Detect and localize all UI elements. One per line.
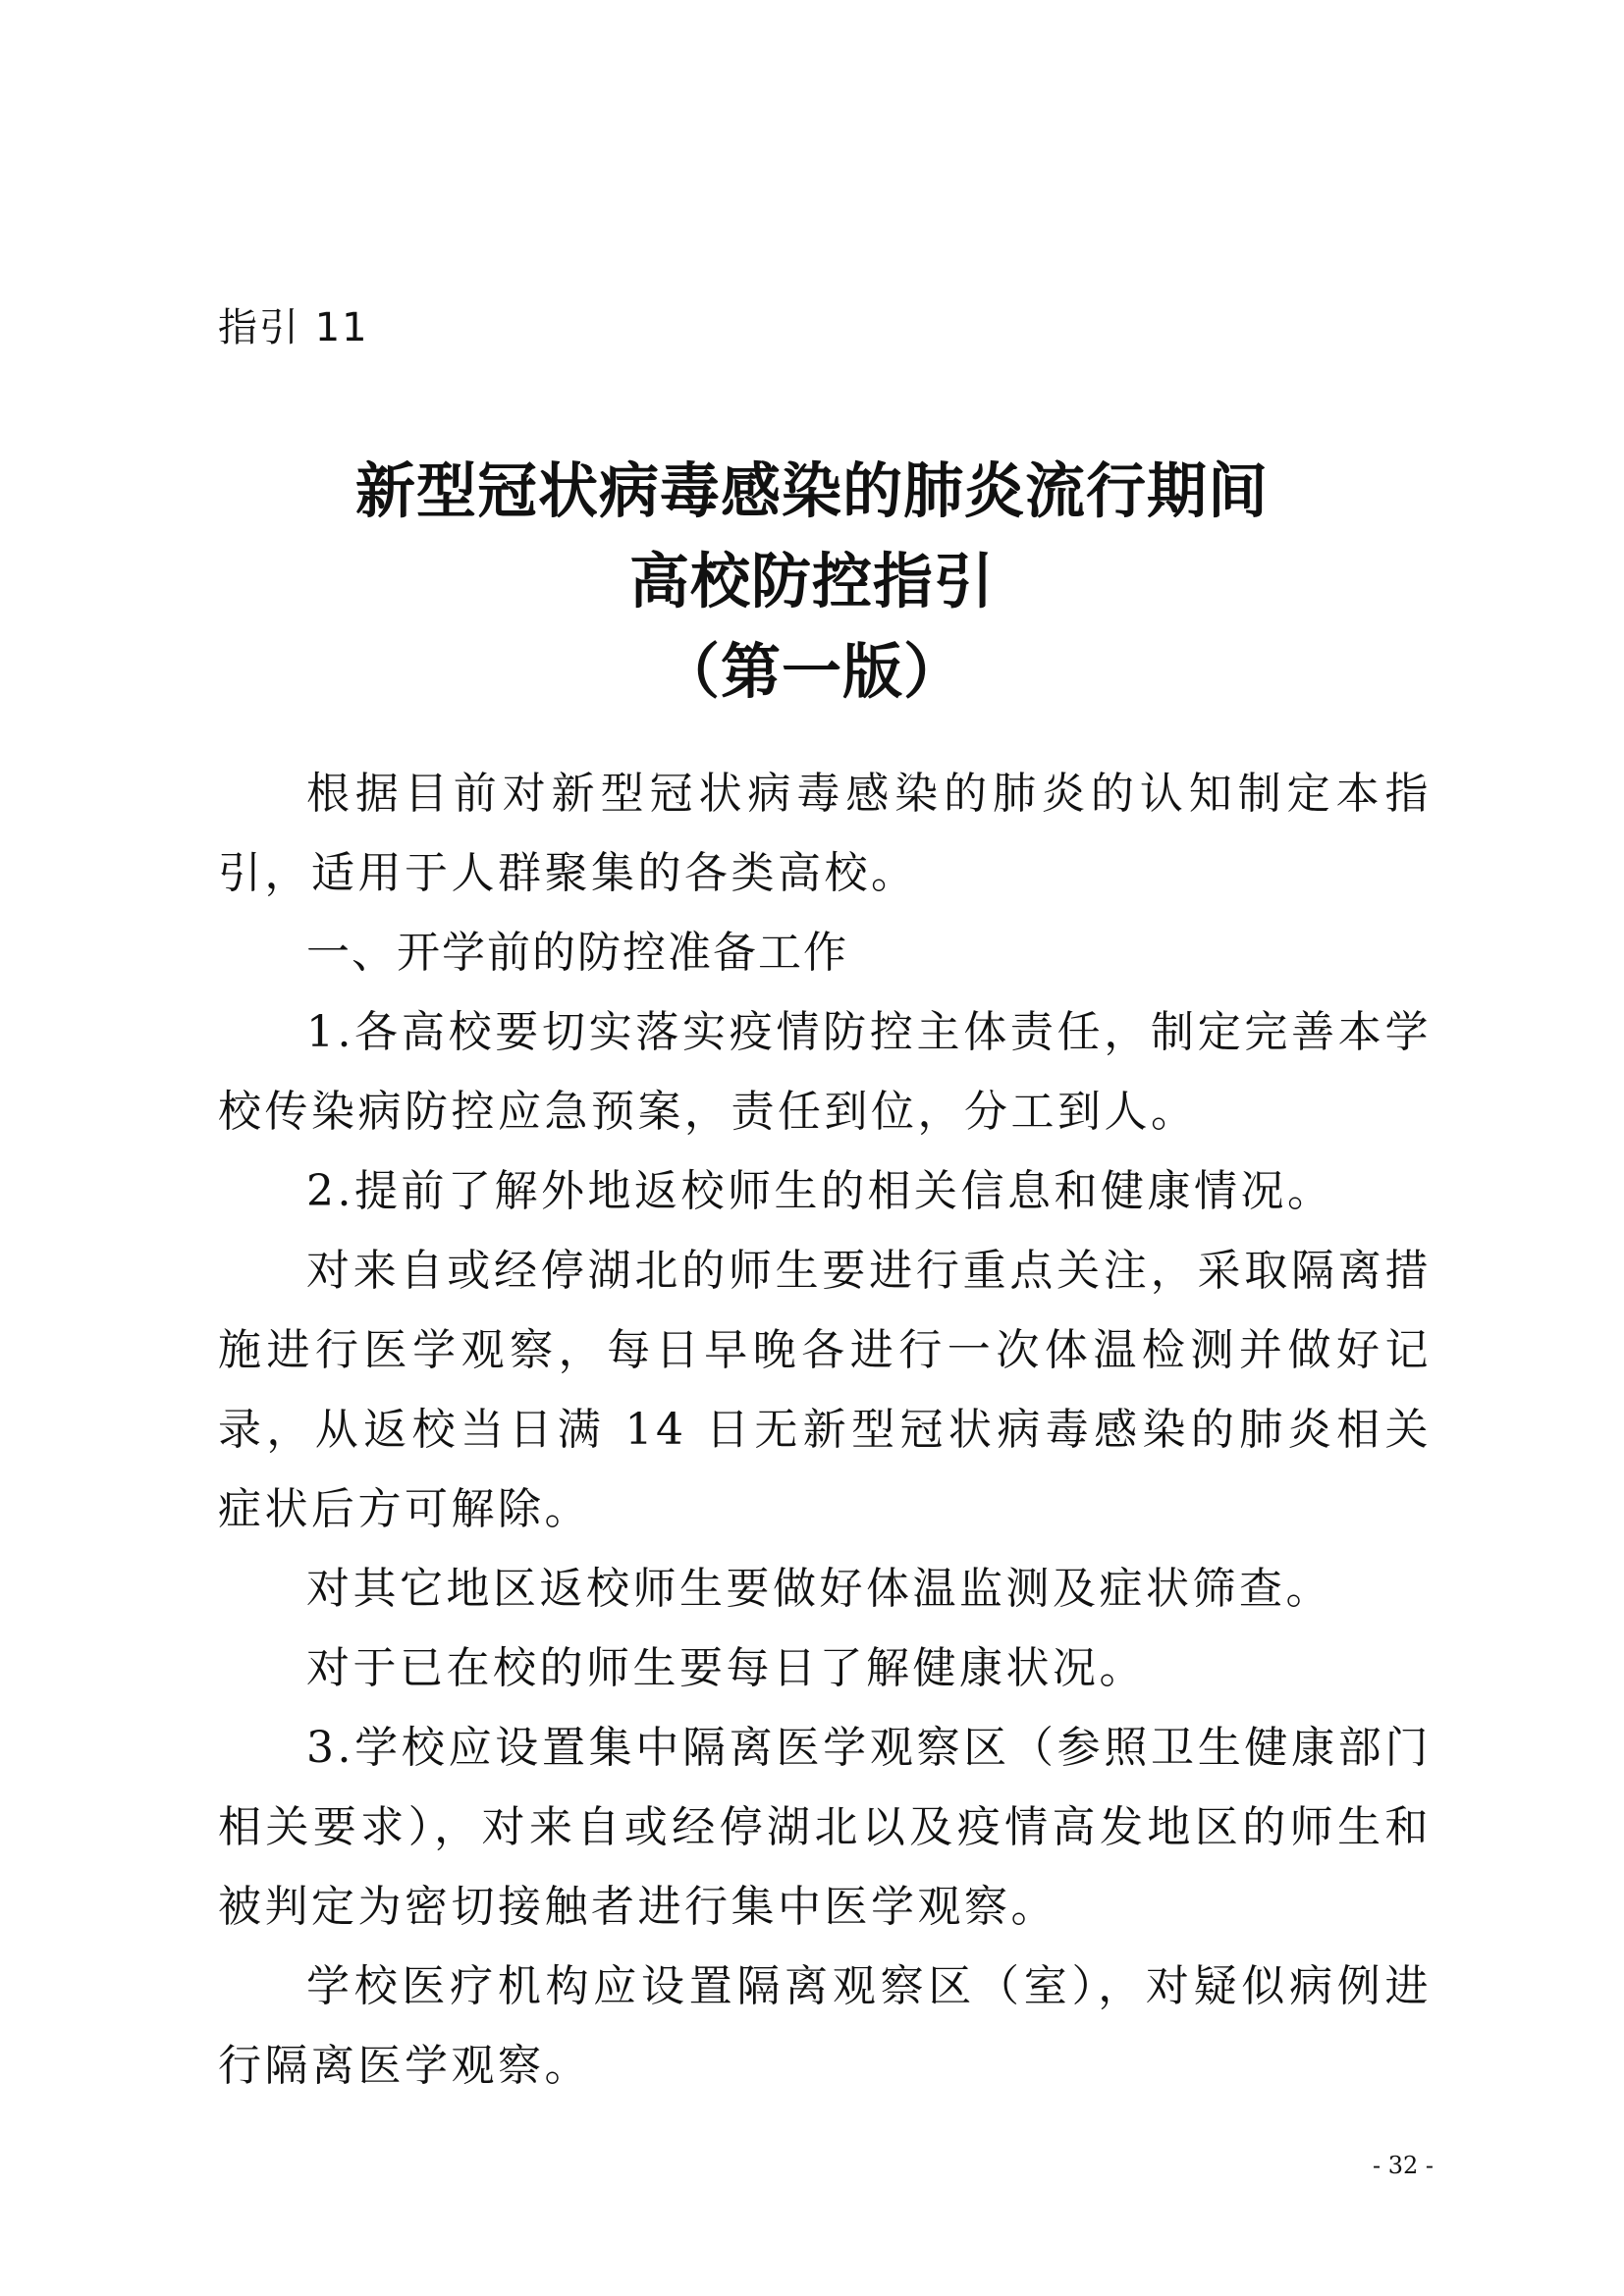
paragraph-item-2: 2.提前了解外地返校师生的相关信息和健康情况。 (306, 1166, 1334, 1216)
title-line-2: 高校防控指引 (628, 547, 995, 616)
title-line-1: 新型冠状病毒感染的肺炎流行期间 (354, 456, 1269, 526)
paragraph-on-campus: 对于已在校的师生要每日了解健康状况。 (306, 1643, 1146, 1693)
title-line-3: （第一版） (659, 637, 964, 707)
paragraph-medical-isolation: 学校医疗机构应设置隔离观察区（室），对疑似病例进行隔离医学观察。 (218, 1961, 1432, 2091)
document-title (0, 447, 1624, 718)
paragraph-item-1: 1.各高校要切实落实疫情防控主体责任，制定完善本学校传染病防控应急预案，责任到位，分工到人。 (218, 1007, 1432, 1137)
page-number: - 32 - (1372, 2152, 1434, 2179)
paragraph-item-3: 3.学校应设置集中隔离医学观察区（参照卫生健康部门相关要求），对来自或经停湖北以及疫情高发地区的师生和被判定为密切接触者进行集中医学观察。 (218, 1723, 1432, 1932)
guide-label: 指引 11 (218, 305, 369, 350)
body-text (218, 754, 1432, 2106)
section-heading: 一、开学前的防控准备工作 (306, 928, 848, 978)
paragraph-hubei-returnees: 对来自或经停湖北的师生要进行重点关注，采取隔离措施进行医学观察，每日早晚各进行一次体温检测并做好记录，从返校当日满 14 日无新型冠状病毒感染的肺炎相关症状后方可解除。 (218, 1246, 1432, 1534)
paragraph-other-returnees: 对其它地区返校师生要做好体温监测及症状筛查。 (306, 1564, 1332, 1614)
paragraph-intro: 根据目前对新型冠状病毒感染的肺炎的认知制定本指引，适用于人群聚集的各类高校。 (218, 769, 1432, 898)
